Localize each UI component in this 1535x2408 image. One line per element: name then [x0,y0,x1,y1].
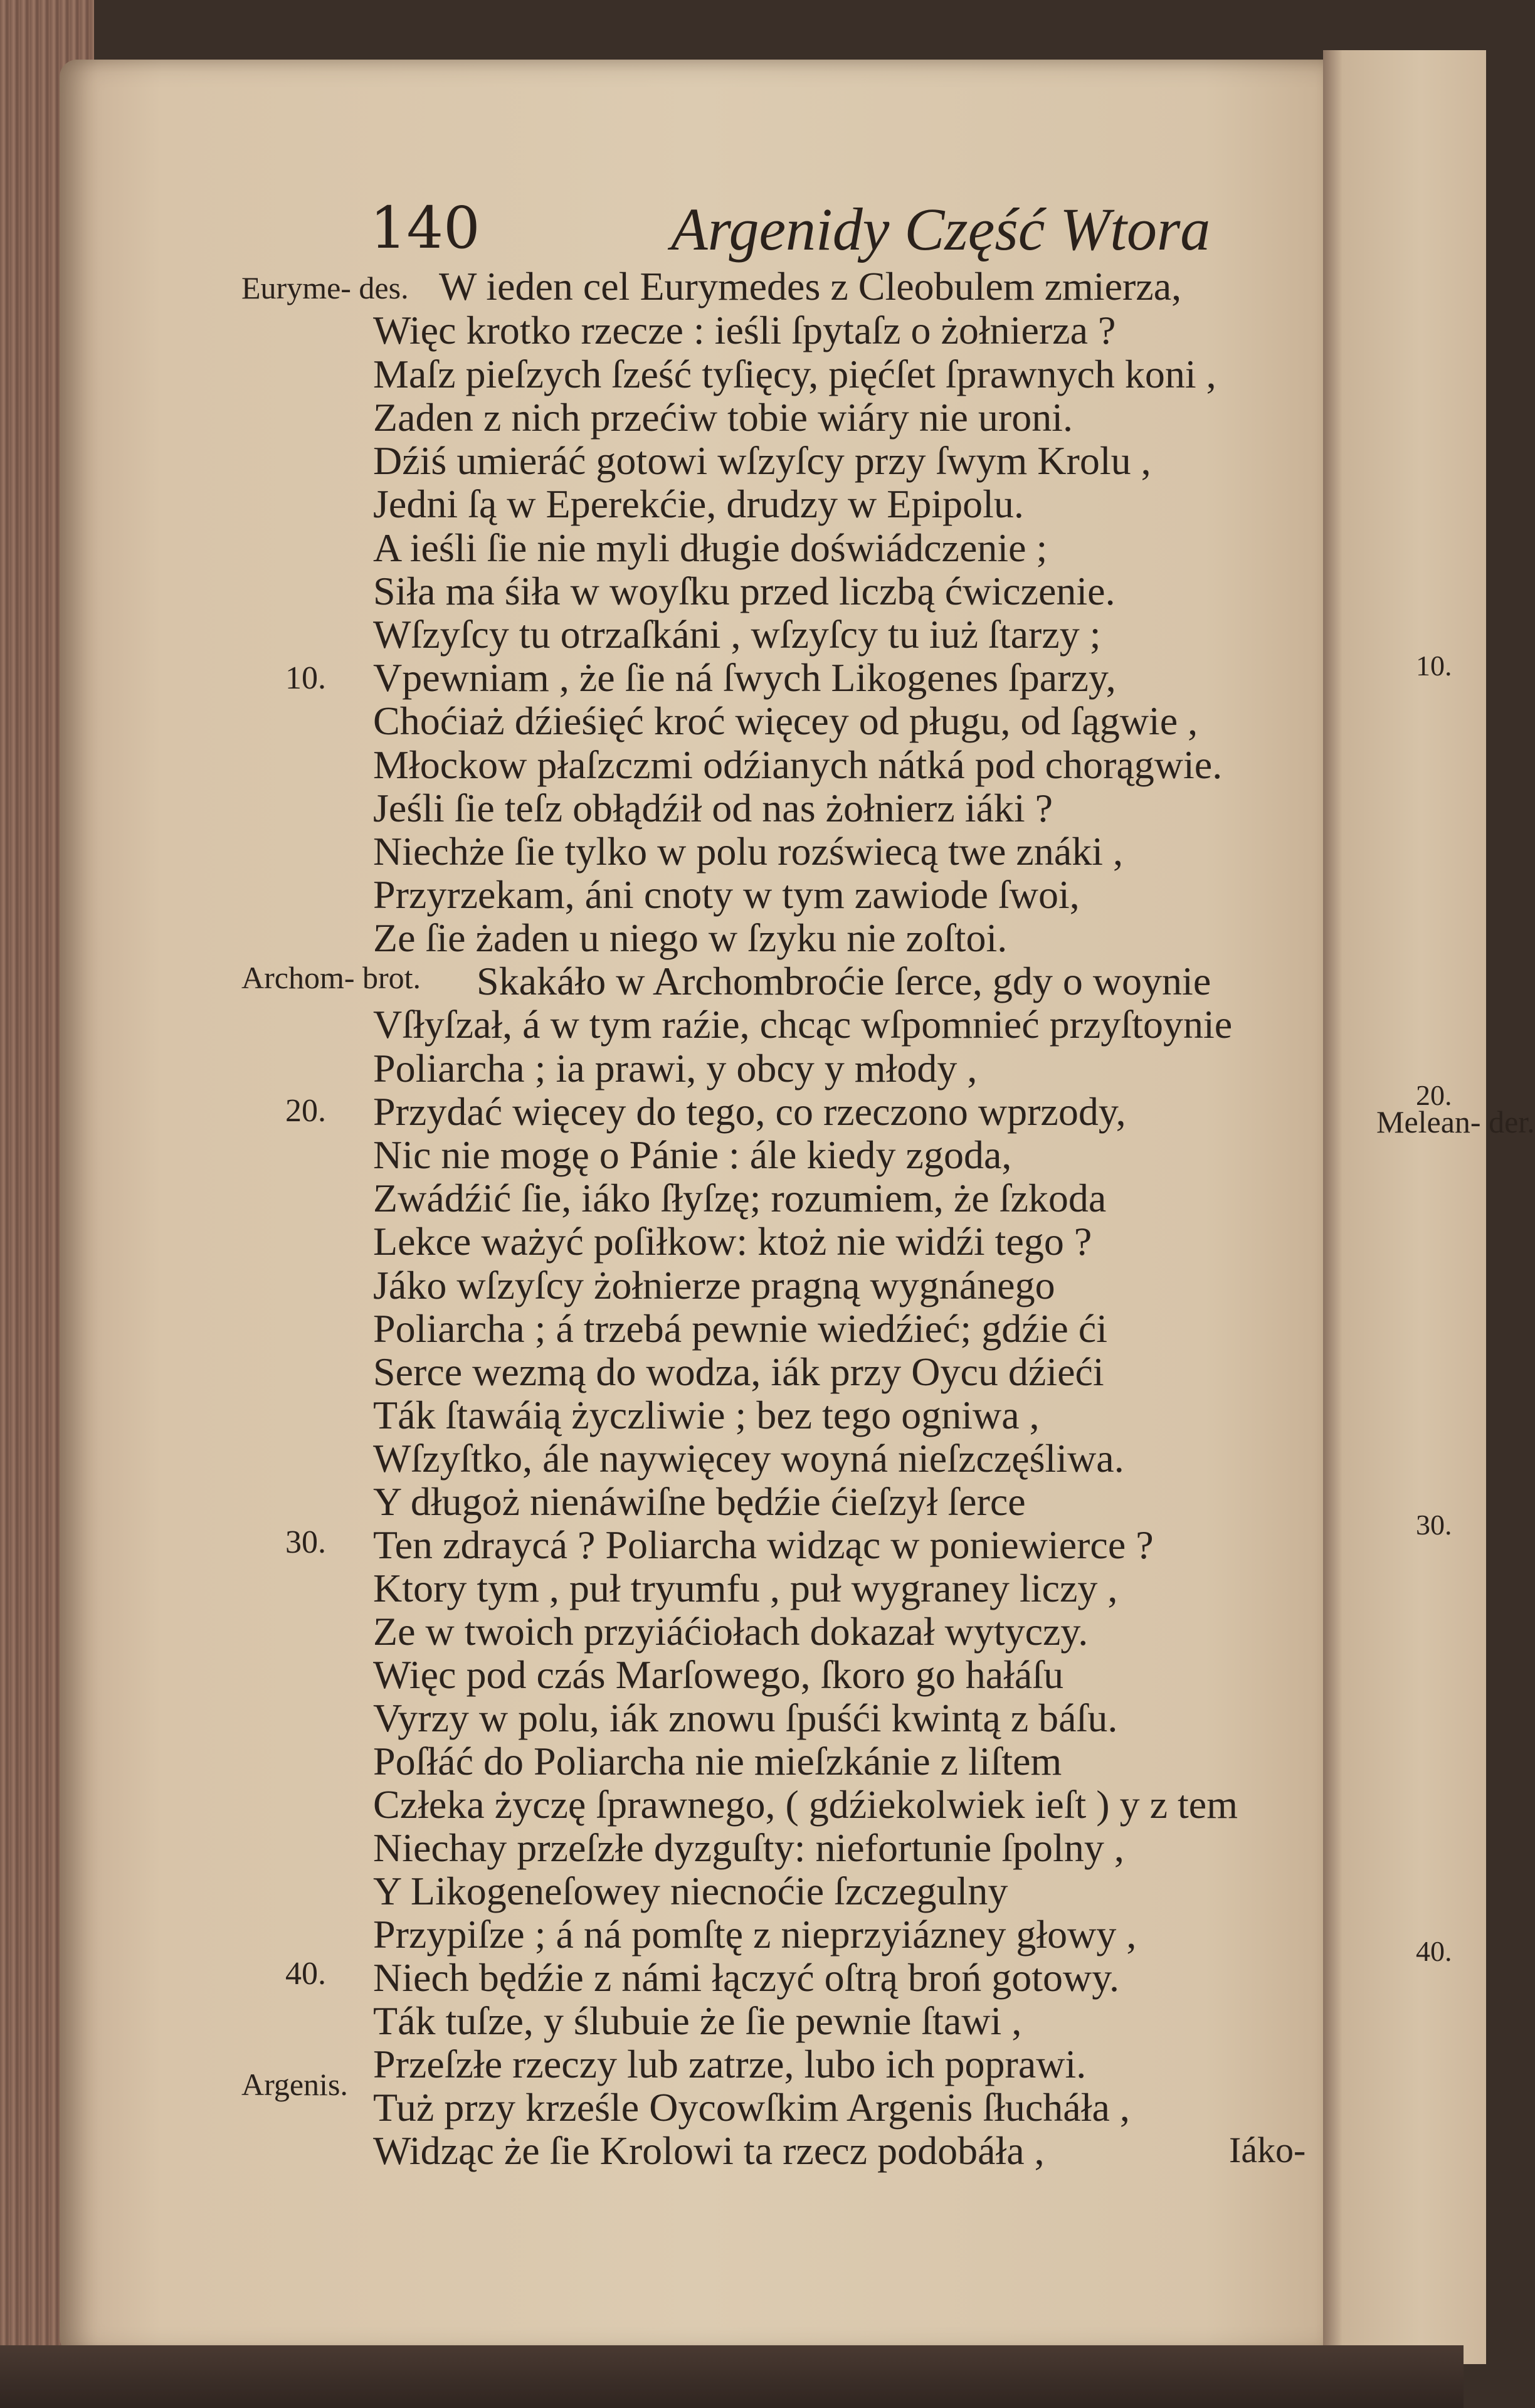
facing-line-number-30: 30. [1416,1509,1452,1541]
verse-line: Jeśli ſie teſz obłądźił od nas żołnierz iáki ? [373,786,1053,830]
verse-line: Niech będźie z námi łączyć oſtrą broń gotowy. [373,1955,1120,2000]
page-number: 140 [370,194,480,261]
verse-line: Choćiaż dźieśięć kroć więcey od pługu, od ſągwie , [373,699,1198,743]
verse-line: Wſzyſtko, ále naywięcey woyná nieſzczęśliwa. [373,1436,1124,1481]
verse-line: Siła ma śiła w woyſku przed liczbą ćwiczenie. [373,569,1116,613]
verse-line: Ten zdraycá ? Poliarcha widząc w poniewierce ? [373,1523,1154,1567]
verse-line: Więc pod czás Marſowego, ſkoro go hałáſu [373,1652,1064,1697]
line-number-40: 40. [285,1956,326,1992]
verse-line: Przyrzekam, áni cnoty w tym zawiode ſwoi, [373,872,1080,917]
verse-line: Przypiſze ; á ná pomſtę z nieprzyiázney głowy , [373,1912,1137,1956]
verse-line: Niechay przeſzłe dyzguſty: niefortunie ſpolny , [373,1825,1124,1870]
page-header [370,194,1298,270]
verse-line: A ieśli ſie nie myli długie doświádczenie ; [373,525,1048,570]
verse-line: Y długoż nienáwiſne będźie ćieſzył ſerce [373,1479,1026,1524]
catchword: Iáko- [1229,2130,1306,2170]
speaker-eurymedes: Euryme- des. [241,270,409,305]
verse-line: Poſłáć do Poliarcha nie mieſzkánie z liſtem [373,1739,1062,1783]
verse-line: Człeka życzę ſprawnego, ( gdźiekolwiek ieſt ) y z tem [373,1782,1238,1827]
verse-line: Widząc że ſie Krolowi ta rzecz podobáła , [373,2128,1045,2173]
verse-line: Lekce ważyć poſiłkow: ktoż nie widźi tego ? [373,1219,1092,1264]
verse-line: Tuż przy krześle Oycowſkim Argenis ſłucháła , [373,2085,1130,2130]
verse-line: Serce wezmą do wodza, iák przy Oycu dźieći [373,1349,1104,1394]
verse-line: Maſz pieſzych ſześć tyſięcy, pięćſet ſprawnych koni , [373,352,1216,396]
verse-line: Vyrzy w polu, iák znowu ſpuśći kwintą z báſu. [373,1696,1118,1740]
verse-line: Y Likogeneſowey niecnoćie ſzczegulny [373,1869,1008,1913]
verse-line: Ták ſtawáią życzliwie ; bez tego ogniwa , [373,1393,1040,1437]
verse-line: Przydać więcey do tego, co rzeczono wprzody, [373,1089,1126,1134]
verse-line: Zaden z nich przećiw tobie wiáry nie uroni. [373,395,1073,440]
verse-line: Poliarcha ; ia prawi, y obcy y młody , [373,1046,978,1090]
verse-line: Niechże ſie tylko w polu rozświecą twe znáki , [373,829,1123,874]
verse-line: Przeſzłe rzeczy lub zatrze, lubo ich poprawi. [373,2042,1087,2086]
verse-line: Vſłyſzał, á w tym raźie, chcąc wſpomnieć przyſtoynie [373,1002,1233,1047]
verse-line: Ktory tym , puł tryumfu , puł wygraney liczy , [373,1566,1118,1610]
facing-page-sheet [1323,50,1486,2364]
bottom-shadow [0,2345,1464,2408]
line-number-10: 10. [285,660,326,696]
verse-line: Poliarcha ; á trzebá pewnie wiedźieć; gdźie ći [373,1306,1107,1351]
verse-line: Ze ſie żaden u niego w ſzyku nie zoſtoi. [373,916,1008,960]
facing-line-number-20: 20. [1416,1079,1452,1111]
line-number-30: 30. [285,1524,326,1560]
verse-line: Nic nie mogę o Pánie : ále kiedy zgoda, [373,1133,1012,1177]
facing-speaker-meleander: Melean- der. [1376,1104,1535,1139]
verse-line: Dźiś umieráć gotowi wſzyſcy przy ſwym Krolu , [373,438,1151,483]
verse-line: Ze w twoich przyiáćiołach dokazał wytyczy. [373,1609,1089,1654]
verse-line: Ták tuſze, y ślubuie że ſie pewnie ſtawi , [373,1999,1022,2043]
verse-line: Zwádźić ſie, iáko ſłyſzę; rozumiem, że ſzkoda [373,1176,1107,1220]
verse-line: W ieden cel Eurymedes z Cleobulem zmierza, [439,264,1182,309]
verse-line: Vpewniam , że ſie ná ſwych Likogenes ſparzy, [373,655,1116,700]
speaker-archombrot: Archom- brot. [241,960,421,995]
facing-line-number-40: 40. [1416,1935,1452,1967]
facing-line-number-10: 10. [1416,650,1452,682]
verse-line: Młockow płaſzczmi odźianych nátká pod chorągwie. [373,742,1223,787]
line-number-20: 20. [285,1093,326,1129]
speaker-argenis: Argenis. [241,2067,348,2102]
verse-line: Skakáło w Archombroćie ſerce, gdy o woynie [477,959,1211,1003]
verse-line: Jedni ſą w Eperekćie, drudzy w Epipolu. [373,482,1024,526]
verse-line: Więc krotko rzecze : ieśli ſpytaſz o żołnierza ? [373,308,1116,352]
verse-line: Jáko wſzyſcy żołnierze pragną wygnánego [373,1263,1055,1307]
verse-line: Wſzyſcy tu otrzaſkáni , wſzyſcy tu iuż ſtarzy ; [373,612,1101,657]
running-title: Argenidy Część Wtora [671,196,1211,263]
